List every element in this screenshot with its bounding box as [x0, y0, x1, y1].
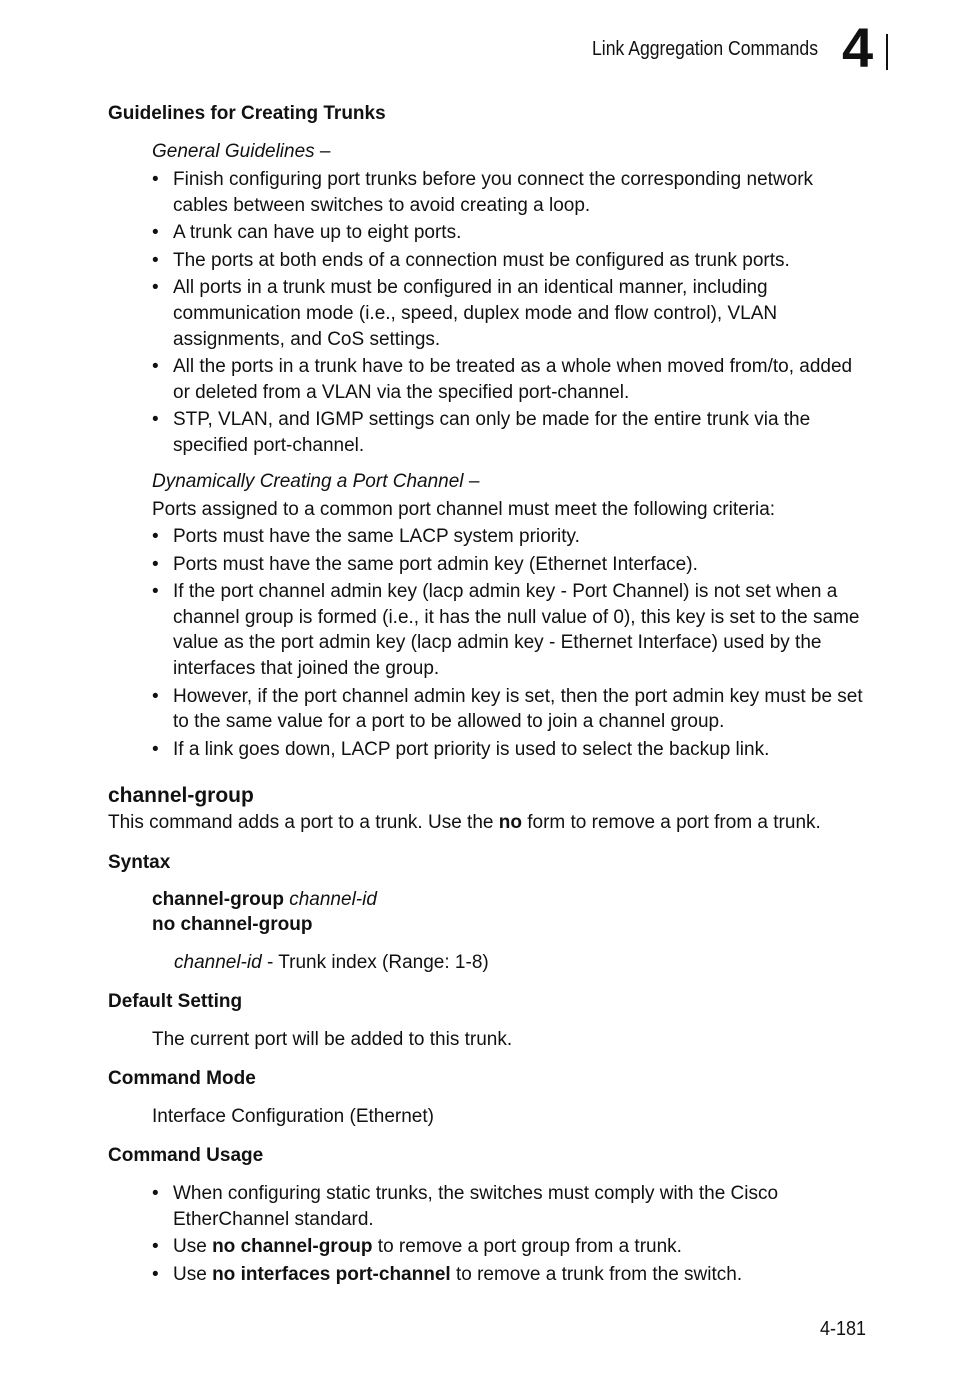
syntax-line-1: channel-group channel-id	[152, 889, 377, 910]
list-item: • All ports in a trunk must be configured in an identical manner, including communication mode (i.e., speed, duplex mode and flow control), VLAN assignments, and CoS settings.	[152, 275, 872, 352]
running-header-title: Link Aggregation Commands	[592, 38, 819, 60]
syntax-parameter: channel-id - Trunk index (Range: 1-8)	[174, 952, 489, 973]
default-setting-heading: Default Setting	[108, 991, 243, 1012]
command-mode-heading: Command Mode	[108, 1068, 256, 1089]
dynamic-intro: Ports assigned to a common port channel must meet the following criteria:	[152, 499, 776, 520]
list-item: • When configuring static trunks, the switches must comply with the Cisco EtherChannel standard.	[152, 1181, 872, 1232]
list-item: • STP, VLAN, and IGMP settings can only be made for the entire trunk via the specified port-channel.	[152, 407, 872, 458]
command-title: channel-group	[108, 784, 254, 807]
chapter-number: 4	[842, 16, 874, 79]
syntax-heading: Syntax	[108, 852, 171, 873]
command-description: This command adds a port to a trunk. Use the no form to remove a port from a trunk.	[108, 812, 821, 833]
list-item: • If a link goes down, LACP port priority is used to select the backup link.	[152, 737, 872, 763]
chapter-divider	[886, 34, 888, 70]
general-guidelines-label: General Guidelines –	[152, 141, 331, 162]
syntax-line-2: no channel-group	[152, 914, 313, 935]
dynamic-criteria-list	[152, 524, 872, 762]
list-item: • However, if the port channel admin key is set, then the port admin key must be set to the same value for a port to be allowed to join a channel group.	[152, 684, 872, 735]
command-usage-list	[152, 1181, 872, 1287]
command-usage-heading: Command Usage	[108, 1145, 264, 1166]
list-item: • Finish configuring port trunks before you connect the corresponding network cables between switches to avoid creating a loop.	[152, 167, 872, 218]
guidelines-heading: Guidelines for Creating Trunks	[108, 103, 386, 124]
page-number: 4-181	[820, 1318, 867, 1340]
list-item: • Ports must have the same LACP system priority.	[152, 524, 872, 550]
list-item: • Use no channel-group to remove a port group from a trunk.	[152, 1234, 872, 1260]
list-item: • The ports at both ends of a connection must be configured as trunk ports.	[152, 248, 872, 274]
list-item: • If the port channel admin key (lacp admin key - Port Channel) is not set when a channel group is formed (i.e., it has the null value of 0), this key is set to the same value as the port admin key (lacp admin key - Ethernet Interface) used by the interfaces that joined the group.	[152, 579, 872, 681]
list-item: • Use no interfaces port-channel to remove a trunk from the switch.	[152, 1262, 872, 1288]
list-item: • A trunk can have up to eight ports.	[152, 220, 872, 246]
default-setting-text: The current port will be added to this trunk.	[152, 1029, 513, 1050]
list-item: • Ports must have the same port admin key (Ethernet Interface).	[152, 552, 872, 578]
general-guidelines-list	[152, 167, 872, 459]
command-mode-text: Interface Configuration (Ethernet)	[152, 1106, 434, 1127]
dynamic-port-channel-label: Dynamically Creating a Port Channel –	[152, 471, 480, 492]
list-item: • All the ports in a trunk have to be treated as a whole when moved from/to, added or deleted from a VLAN via the specified port-channel.	[152, 354, 872, 405]
